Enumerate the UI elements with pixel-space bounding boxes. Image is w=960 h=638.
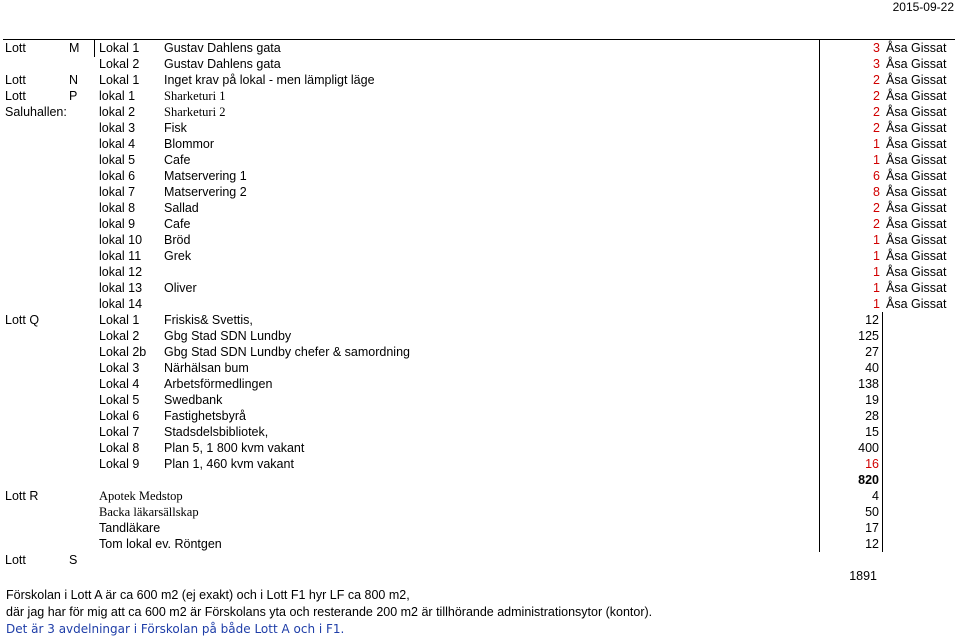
count-value: 820 (819, 472, 883, 488)
unit-label: lokal 12 (99, 265, 143, 279)
table-row (3, 296, 955, 312)
lot-label: Lott Q (5, 313, 40, 327)
count-value: 1 (819, 152, 883, 168)
unit-label: Lokal 2 (99, 329, 140, 343)
source-label: Åsa Gissat (886, 265, 947, 279)
count-value: 19 (819, 392, 883, 408)
count-value: 12 (819, 312, 883, 328)
table-row (3, 504, 955, 520)
unit-label: lokal 5 (99, 153, 136, 167)
lot-letter: P (69, 89, 78, 103)
table-row (3, 344, 955, 360)
unit-label: Lokal 8 (99, 441, 140, 455)
tenant-label: Friskis& Svettis, (164, 313, 253, 327)
source-label: Åsa Gissat (886, 217, 947, 231)
table-row (3, 520, 955, 536)
count-value: 4 (819, 488, 883, 504)
unit-label: Backa läkarsällskap (99, 505, 199, 519)
count-value: 16 (819, 456, 883, 472)
table-row (3, 88, 955, 104)
count-value: 2 (819, 88, 883, 104)
table-row (3, 328, 955, 344)
count-value: 50 (819, 504, 883, 520)
tenant-label: Inget krav på lokal - men lämpligt läge (164, 73, 375, 87)
table-row (3, 232, 955, 248)
table-row (3, 312, 955, 328)
tenant-label: Gustav Dahlens gata (164, 41, 281, 55)
unit-label: Lokal 7 (99, 425, 140, 439)
unit-label: lokal 14 (99, 297, 143, 311)
tenant-label: Swedbank (164, 393, 223, 407)
lot-label: Lott (5, 41, 26, 55)
lot-label: Saluhallen: (5, 105, 67, 119)
tenant-label: Grek (164, 249, 192, 263)
tenant-label: Plan 5, 1 800 kvm vakant (164, 441, 305, 455)
note-line-1: Förskolan i Lott A är ca 600 m2 (ej exakt) och i Lott F1 hyr LF ca 800 m2, (6, 588, 410, 602)
table-row (3, 360, 955, 376)
tenant-label: Gbg Stad SDN Lundby (164, 329, 292, 343)
tenant-label: Cafe (164, 153, 191, 167)
count-value: 2 (819, 216, 883, 232)
unit-label: lokal 4 (99, 137, 136, 151)
table-row (3, 40, 955, 56)
tenant-label: Fastighetsbyrå (164, 409, 246, 423)
count-value (819, 552, 883, 568)
unit-label: lokal 9 (99, 217, 136, 231)
unit-label: Tom lokal ev. Röntgen (99, 537, 222, 551)
unit-label: lokal 1 (99, 89, 136, 103)
report-date: 2015-09-22 (892, 0, 954, 14)
tenant-label: Stadsdelsbibliotek, (164, 425, 269, 439)
table-row (3, 136, 955, 152)
table-row (3, 456, 955, 472)
table-row (3, 392, 955, 408)
count-value: 15 (819, 424, 883, 440)
source-label: Åsa Gissat (886, 281, 947, 295)
unit-label: Lokal 9 (99, 457, 140, 471)
source-label: Åsa Gissat (886, 169, 947, 183)
table-row (3, 488, 955, 504)
lot-label: Lott R (5, 489, 39, 503)
count-value: 400 (819, 440, 883, 456)
count-value: 40 (819, 360, 883, 376)
count-value: 2 (819, 104, 883, 120)
source-label: Åsa Gissat (886, 297, 947, 311)
source-label: Åsa Gissat (886, 89, 947, 103)
source-label: Åsa Gissat (886, 233, 947, 247)
table-row (3, 280, 955, 296)
count-value: 1 (819, 248, 883, 264)
unit-label: Lokal 3 (99, 361, 140, 375)
unit-label: lokal 10 (99, 233, 143, 247)
table-row (3, 184, 955, 200)
unit-label: Lokal 4 (99, 377, 140, 391)
tenant-label: Sallad (164, 201, 199, 215)
source-label: Åsa Gissat (886, 153, 947, 167)
tenant-label: Cafe (164, 217, 191, 231)
unit-label: Lokal 1 (99, 41, 140, 55)
unit-label: lokal 3 (99, 121, 136, 135)
notes-block (6, 587, 652, 638)
table-row (3, 72, 955, 88)
count-value: 27 (819, 344, 883, 360)
grand-total: 1891 (849, 569, 877, 583)
lot-label: Lott (5, 89, 26, 103)
tenant-label: Matservering 2 (164, 185, 247, 199)
tenant-label: Fisk (164, 121, 187, 135)
table-row (3, 120, 955, 136)
count-value: 1 (819, 280, 883, 296)
unit-label: Lokal 2 (99, 57, 140, 71)
count-value: 1 (819, 136, 883, 152)
tenant-label: Plan 1, 460 kvm vakant (164, 457, 294, 471)
source-label: Åsa Gissat (886, 185, 947, 199)
table-row (3, 536, 955, 552)
unit-label: lokal 2 (99, 105, 136, 119)
lot-letter: M (69, 41, 80, 55)
source-label: Åsa Gissat (886, 57, 947, 71)
source-label: Åsa Gissat (886, 249, 947, 263)
count-value: 8 (819, 184, 883, 200)
lot-letter: N (69, 73, 79, 87)
tenant-label: Arbetsförmedlingen (164, 377, 273, 391)
unit-label: Apotek Medstop (99, 489, 183, 503)
table-row (3, 152, 955, 168)
source-label: Åsa Gissat (886, 41, 947, 55)
count-value: 6 (819, 168, 883, 184)
source-label: Åsa Gissat (886, 137, 947, 151)
lot-letter: S (69, 553, 78, 567)
count-value: 2 (819, 72, 883, 88)
count-value: 28 (819, 408, 883, 424)
unit-label: lokal 6 (99, 169, 136, 183)
lot-label: Lott (5, 73, 26, 87)
unit-label: Lokal 2b (99, 345, 147, 359)
table-row (3, 264, 955, 280)
unit-label: Lokal 6 (99, 409, 140, 423)
table-row (3, 216, 955, 232)
source-label: Åsa Gissat (886, 73, 947, 87)
table-row (3, 248, 955, 264)
tenant-label: Närhälsan bum (164, 361, 249, 375)
unit-label: Lokal 1 (99, 73, 140, 87)
table-row (3, 200, 955, 216)
count-value: 12 (819, 536, 883, 552)
unit-label: lokal 13 (99, 281, 143, 295)
lot-table (3, 39, 955, 568)
tenant-label: Sharketuri 1 (164, 89, 226, 103)
count-value: 2 (819, 200, 883, 216)
table-row (3, 472, 955, 488)
table-row (3, 552, 955, 568)
tenant-label: Gustav Dahlens gata (164, 57, 281, 71)
unit-label: Tandläkare (99, 521, 161, 535)
table-row (3, 424, 955, 440)
source-label: Åsa Gissat (886, 121, 947, 135)
tenant-label: Bröd (164, 233, 191, 247)
note-line-blue: Det är 3 avdelningar i Förskolan på både Lott A och i F1. (6, 622, 345, 636)
source-label: Åsa Gissat (886, 201, 947, 215)
count-value: 1 (819, 232, 883, 248)
tenant-label: Gbg Stad SDN Lundby chefer & samordning (164, 345, 410, 359)
tenant-label: Matservering 1 (164, 169, 247, 183)
count-value: 2 (819, 120, 883, 136)
count-value: 3 (819, 40, 883, 56)
unit-label: lokal 11 (99, 249, 142, 263)
table-row (3, 408, 955, 424)
count-value: 1 (819, 264, 883, 280)
lot-label: Lott (5, 553, 26, 567)
table-row (3, 376, 955, 392)
count-value: 125 (819, 328, 883, 344)
note-line-2: där jag har för mig att ca 600 m2 är Förskolans yta och resterande 200 m2 är tillhörande administrationsytor (kontor). (6, 605, 653, 619)
table-row (3, 56, 955, 72)
tenant-label: Sharketuri 2 (164, 105, 226, 119)
table-row (3, 104, 955, 120)
count-value: 138 (819, 376, 883, 392)
table-row (3, 440, 955, 456)
tenant-label: Oliver (164, 281, 197, 295)
unit-label: Lokal 5 (99, 393, 140, 407)
source-label: Åsa Gissat (886, 105, 947, 119)
count-value: 17 (819, 520, 883, 536)
tenant-label: Blommor (164, 137, 215, 151)
count-value: 3 (819, 56, 883, 72)
count-value: 1 (819, 296, 883, 312)
table-row (3, 168, 955, 184)
unit-label: lokal 7 (99, 185, 136, 199)
unit-label: Lokal 1 (99, 313, 140, 327)
unit-label: lokal 8 (99, 201, 136, 215)
